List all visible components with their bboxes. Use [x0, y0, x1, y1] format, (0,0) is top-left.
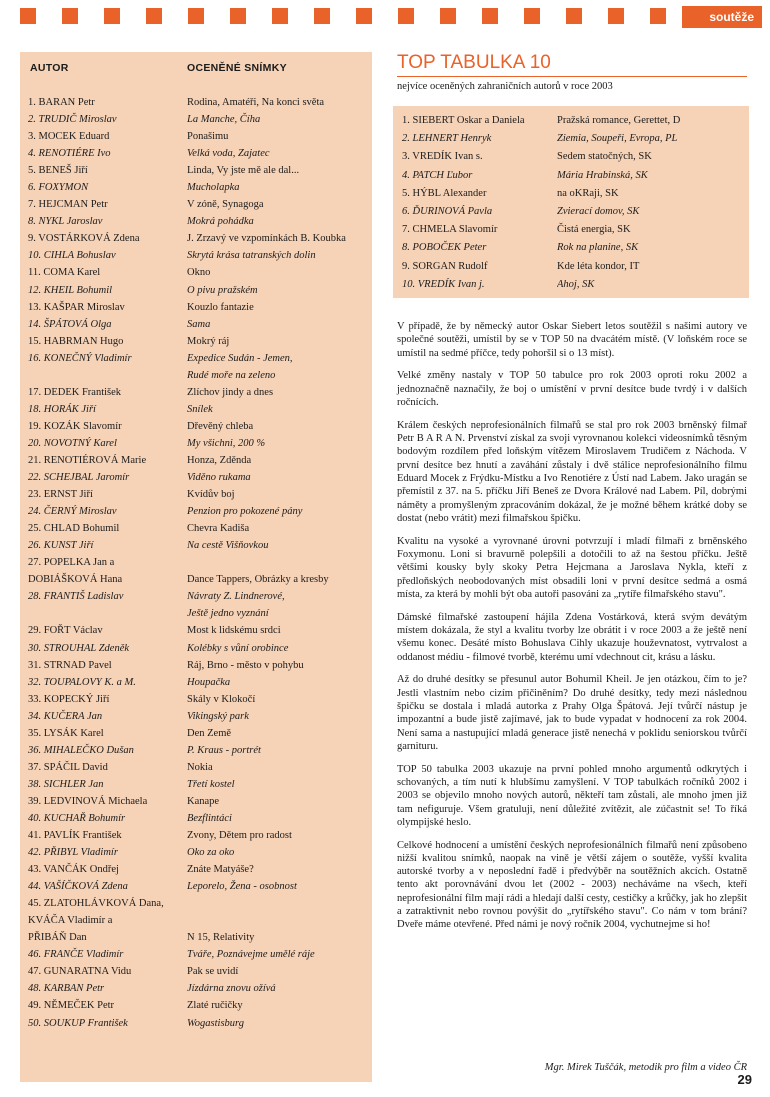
film-titles: Znáte Matyáše? [187, 864, 254, 876]
author-name: 1. SIEBERT Oskar a Daniela [402, 115, 525, 126]
table-row [28, 333, 368, 350]
author-name: 14. ŠPÁTOVÁ Olga [28, 318, 112, 330]
author-name: 30. STROUHAL Zdeněk [28, 642, 130, 654]
table-row [28, 179, 368, 196]
author-name: 48. KARBAN Petr [28, 983, 105, 995]
film-titles: Pražská romance, Gerettet, D [557, 115, 681, 126]
film-titles: Bezflintáci [187, 812, 232, 824]
author-name: 42. PŘIBYL Vladimír [28, 847, 118, 859]
film-titles: Ještě jedno vyznání [187, 608, 269, 620]
header-square [440, 8, 456, 24]
table-row [28, 384, 368, 401]
author-name: 24. ČERNÝ Miroslav [28, 506, 117, 518]
author-name: DOBIÁŠKOVÁ Hana [28, 574, 123, 586]
table-row [402, 258, 747, 276]
author-name: 3. VREDÍK Ivan s. [402, 151, 483, 163]
header-square [356, 8, 372, 24]
author-name: 11. COMA Karel [28, 267, 101, 279]
author-name: 16. KONEČNÝ Vladimír [28, 352, 132, 364]
table-row [28, 247, 368, 264]
film-titles: Mária Hrabinská, SK [557, 169, 648, 181]
header-square [272, 8, 288, 24]
table-row [402, 167, 747, 185]
author-name: 8. NYKL Jaroslav [28, 216, 103, 228]
author-name: 50. SOUKUP František [28, 1017, 128, 1029]
author-name: 6. ĎURINOVÁ Pavla [402, 205, 493, 217]
author-name: 29. FOŘT Václav [28, 625, 103, 637]
header-square [188, 8, 204, 24]
film-titles: P. Kraus - portrét [187, 744, 261, 756]
table-row [28, 94, 368, 111]
film-titles: La Manche, Číha [187, 114, 261, 126]
table-row [28, 929, 368, 946]
table-row [28, 622, 368, 639]
table-row [28, 640, 368, 657]
article-paragraph: Až do druhé desítky se přesunul autor Bohumil Kheil. Je jen otázkou, čím to je? Jestli vlastním nebo cizím přičiněním? Do druhé desítky, tedy mezi následnou špičku se dostala i mladá autorka z Prahy Olga Špátová. Její tvůrčí nástup je impozantní a bude jistě zajímavé, jak to bude vypadat v hodnocení za rok 2004. Není sama a nastupující mladá generace jistě nenechá v poklidu seniorskou tvůrčí garnituru. [397, 674, 747, 752]
author-name: 4. PATCH Ľubor [402, 169, 473, 181]
film-titles: Mokrý ráj [187, 335, 230, 347]
page-number: 29 [737, 1072, 752, 1087]
film-titles: Wogastisburg [187, 1017, 244, 1029]
article-paragraph: Dámské filmařské zastoupení hájila Zdena Vostárková, která svým devátým místem dokázala, že styl a kvalitu tvorby lze obrátit i v roce 2003 a že ještě není všemu konec. Desáté místo Bohuslava Cihly ukazuje houževnatost, vytrvalost a oddanost médiu - filmové tvorbě, kterému umí vdechnout cit, krásu a lásku. [397, 611, 747, 663]
table-row [28, 895, 368, 912]
film-titles: Kde léta kondor, IT [557, 260, 640, 272]
film-titles: Třetí kostel [187, 778, 235, 790]
table-row [28, 196, 368, 213]
film-titles: Vikingský park [187, 710, 249, 722]
film-titles: Den Země [187, 727, 232, 739]
film-titles: Návraty Z. Lindnerové, [187, 591, 285, 603]
table-row [28, 588, 368, 605]
table-row [402, 239, 747, 257]
author-name: 12. KHEIL Bohumil [28, 284, 113, 296]
table-row [28, 827, 368, 844]
author-name: 34. KUČERA Jan [28, 710, 103, 722]
film-titles: Rudé moře na zeleno [187, 369, 276, 381]
author-name: 35. LYSÁK Karel [28, 727, 104, 739]
film-titles: Ziemia, Soupeři, Evropa, PL [557, 133, 678, 145]
table-row [402, 185, 747, 203]
film-titles: Nokia [187, 761, 213, 773]
film-titles: Kvídův boj [187, 489, 235, 501]
film-titles: Jízdárna znovu ožívá [187, 983, 276, 995]
header-square [524, 8, 540, 24]
author-name: 39. LEDVINOVÁ Michaela [28, 795, 148, 807]
author-name: 2. LEHNERT Henryk [402, 133, 492, 145]
article-paragraph: Králem českých neprofesionálních filmařů se stal pro rok 2003 brněnský filmař Petr B A R A N. Prvenství získal za svoji vyrovnanou kolekci videosnímků těsným bodovým rozdílem před loňským vítězem Miroslavem Trudičem z Náchoda. V první desítce bez hnutí a zaváhání zůstaly i dvě stálice neprofesionálního filmu Eduard Mocek z Frýdku-Místku a Ivo Renotiére z Ústí nad Labem. Jako uragán se přemístil z 37. na 5. příčku Jiří Beneš ze Dvora Králové nad Labem. Píl, dobrými náměty a promyšleným zpracováním dokázal, že je možné během krátké doby se dostat (nebo vrátit) mezi filmařskou špičku. [397, 419, 747, 524]
author-name: 40. KUCHAŘ Bohumír [28, 812, 126, 824]
film-titles: Zlíchov jindy a dnes [187, 386, 274, 398]
author-name: 6. FOXYMON [28, 182, 89, 194]
column-header-films: OCENĚNÉ SNÍMKY [187, 62, 287, 74]
author-name: 9. VOSTÁRKOVÁ Zdena [28, 233, 140, 245]
film-titles: Dance Tappers, Obrázky a kresby [187, 574, 329, 586]
header-square [566, 8, 582, 24]
table-row [28, 776, 368, 793]
film-titles: Houpačka [187, 676, 231, 688]
film-titles: Kolébky s vůní orobince [187, 642, 289, 654]
table-row [28, 162, 368, 179]
author-name: 4. RENOTIÉRE Ivo [28, 148, 111, 160]
header-square [398, 8, 414, 24]
film-titles: My všichni, 200 % [187, 437, 266, 449]
film-titles: Zvony, Dětem pro radost [187, 830, 292, 842]
article-paragraph: TOP 50 tabulka 2003 ukazuje na první pohled mnoho argumentů odkrytých i schovaných, a tím nutí k hlubšímu zamyšlení. V TOP tabulkách ročníků 2002 i 2003 se objevilo mnoho nových autorů, někteří tam zůstali, ale mnoho jmen již tam nefiguruje. Všem gratuluji, není důležité zvítězit, ale zúčastnit se! To říká olympijské heslo. [397, 763, 747, 828]
author-name: 3. MOCEK Eduard [28, 131, 110, 143]
header-square [62, 8, 78, 24]
table-row [28, 264, 368, 281]
film-titles: Sedem statočných, SK [557, 151, 652, 163]
author-name: 17. DEDEK František [28, 386, 122, 398]
author-name: 49. NĚMEČEK Petr [28, 1000, 115, 1012]
table-row [28, 759, 368, 776]
film-titles: Tváře, Poznávejme umělé ráje [187, 949, 315, 961]
film-titles: Zvierací domov, SK [557, 205, 640, 217]
table-row [28, 963, 368, 980]
table-row [28, 980, 368, 997]
table-row [402, 276, 747, 294]
table-row [28, 316, 368, 333]
table-row [28, 691, 368, 708]
article-paragraph: Kvalitu na vysoké a vyrovnané úrovni potvrzují i mladí filmaři z brněnského Foxymonu. Loni si bravurně polepšili a dotočili to až na šestou příčku. Ještě většími kousky byly skoky Petra Hejcmana a Jaroslava Nykla, kteří z předloňských neobodovaných míst obsadili loni v první desítce sedmá a osmá místa, za která by mohli být oba autoři pasováni za „rytíře filmařského stavu". [397, 535, 747, 600]
table-row [28, 418, 368, 435]
author-name: 26. KUNST Jiří [28, 540, 94, 552]
table-row [28, 452, 368, 469]
table-row [28, 1015, 368, 1032]
table-row [28, 878, 368, 895]
article-paragraph: V případě, že by německý autor Oskar Siebert letos soutěžil s našimi autory ve společné soutěži, umístil by se v TOP 50 na dvacátém místě. (V loňském roce se umístil na sedmé příčce, tedy pohoršil si o 13 míst). [397, 321, 747, 359]
table-row [28, 435, 368, 452]
film-titles: Viděno rukama [187, 472, 251, 484]
author-name: 10. CIHLA Bohuslav [28, 250, 116, 262]
header-square [314, 8, 330, 24]
table-row [402, 130, 747, 148]
table-row [28, 674, 368, 691]
film-titles: Zlaté ručičky [187, 1000, 243, 1012]
table-row [28, 861, 368, 878]
film-titles: Penzion pro pokozené pány [187, 506, 303, 518]
author-name: 31. STRNAD Pavel [28, 659, 112, 671]
author-name: 38. SICHLER Jan [28, 778, 104, 790]
awards-list [28, 94, 368, 1032]
table-row [28, 946, 368, 963]
author-name: 5. BENEŠ Jiří [28, 165, 88, 177]
author-name: 36. MIHALEČKO Dušan [28, 744, 134, 756]
film-titles: Ponašimu [187, 131, 229, 143]
author-name: 5. HÝBL Alexander [402, 187, 487, 199]
article-paragraph: Celkové hodnocení a umístění českých neprofesionálních filmařů není způsobeno nižší kvalitou snímků, naopak na vině je větší zájem o soutěže, vyšší kvalita autorské tvorby a v neposlední řadě i předvýběr na soutěžních akcích. Ostatně tento akt porovnávání dvou let (2002 - 2003) necháváme na všech, kteří neprofesionální film mají rádi a hledají další cesty, cestičky a krůčky, jak ho zlepšit a zatraktivnit nebo rovnou povýšit do „rytířského stavu". Co nám v tom brání? Dveře máme otevřené. Před námi je nový ročník 2004, vychutnejme si ho! [397, 839, 747, 931]
header-square [650, 8, 666, 24]
table-row [28, 486, 368, 503]
film-titles: Linda, Vy jste mě ale dal... [187, 165, 300, 177]
table-row [28, 503, 368, 520]
film-titles: Na cestě Višňovkou [187, 540, 269, 552]
author-name: 7. HEJCMAN Petr [28, 199, 108, 211]
table-row [28, 350, 368, 367]
author-name: 47. GUNARATNA Vidu [28, 966, 132, 978]
author-name: 7. CHMELA Slavomír [402, 224, 498, 236]
author-name: 28. FRANTIŠ Ladislav [28, 591, 124, 603]
author-name: 13. KAŠPAR Miroslav [28, 301, 125, 313]
film-titles: Kouzlo fantazie [187, 301, 254, 313]
author-name: 43. VANČÁK Ondřej [28, 864, 119, 876]
film-titles: Mokrá pohádka [187, 216, 254, 228]
author-name: 45. ZLATOHLÁVKOVÁ Dana, [28, 898, 164, 910]
author-name: PŘIBÁŇ Dan [28, 932, 87, 944]
table-row [28, 230, 368, 247]
table-row [28, 213, 368, 230]
table-row [28, 469, 368, 486]
table-row [28, 810, 368, 827]
film-titles: V zóně, Synagoga [187, 199, 264, 211]
film-titles: Okno [187, 267, 211, 279]
author-name: 22. SCHEJBAL Jaromír [28, 472, 130, 484]
header-square [608, 8, 624, 24]
film-titles: J. Zrzavý ve vzpomínkách B. Koubka [187, 233, 346, 245]
author-name: 41. PAVLÍK František [28, 830, 122, 842]
film-titles: Sama [187, 318, 211, 330]
film-titles: Skrytá krása tatranských dolin [187, 250, 316, 262]
author-name: 21. RENOTIÉROVÁ Marie [28, 454, 147, 466]
film-titles: N 15, Relativity [187, 932, 255, 944]
header-square [146, 8, 162, 24]
table-row [28, 657, 368, 674]
author-name: 20. NOVOTNÝ Karel [28, 437, 117, 449]
table-row [402, 203, 747, 221]
author-name: 15. HABRMAN Hugo [28, 335, 124, 347]
section-label: soutěže [682, 6, 762, 28]
table-row [28, 537, 368, 554]
top-table-list [402, 112, 747, 294]
article-paragraph: Velké změny nastaly v TOP 50 tabulce pro rok 2003 oproti roku 2002 a jednoznačně naznačily, že boj o umístění v první desítce bude tvrdý i v dalších ročnících. [397, 370, 747, 408]
table-row [402, 112, 747, 130]
author-name: 33. KOPECKÝ Jiří [28, 693, 110, 705]
table-row [28, 128, 368, 145]
author-name: 1. BARAN Petr [28, 97, 95, 108]
column-header-author: AUTOR [30, 62, 69, 74]
author-name: 27. POPELKA Jan a [28, 557, 115, 569]
table-row [28, 145, 368, 162]
film-titles: Čistá energia, SK [557, 224, 631, 236]
table-row [28, 282, 368, 299]
table-row [28, 520, 368, 537]
film-titles: Snílek [187, 403, 213, 415]
author-name: 8. POBOČEK Peter [402, 242, 487, 254]
table-row [28, 912, 368, 929]
author-name: 10. VREDÍK Ivan j. [402, 278, 485, 290]
film-titles: Kanape [187, 795, 220, 807]
film-titles: Skály v Klokočí [187, 693, 256, 705]
film-titles: Most k lidskému srdci [187, 625, 281, 637]
title-rule [397, 76, 747, 77]
film-titles: na oKRaji, SK [557, 187, 619, 199]
author-name: 37. SPÁČIL David [28, 761, 108, 773]
author-name: 2. TRUDIČ Miroslav [28, 114, 117, 126]
table-row [28, 605, 368, 622]
table-row [28, 844, 368, 861]
film-titles: Rodina, Amatéři, Na konci světa [187, 97, 325, 108]
author-name: 9. SORGAN Rudolf [402, 260, 488, 272]
film-titles: Ráj, Brno - město v pohybu [187, 659, 304, 671]
header-square [104, 8, 120, 24]
decorative-header-bar [0, 0, 770, 30]
top-table-title: TOP TABULKA 10 [397, 52, 551, 73]
film-titles: Velká voda, Zajatec [187, 148, 270, 160]
author-name: 25. CHLAD Bohumil [28, 523, 120, 535]
film-titles: Rok na planine, SK [557, 242, 639, 254]
film-titles: Pak se uvidí [187, 966, 239, 978]
film-titles: Oko za oko [187, 847, 235, 859]
film-titles: O pivu pražském [187, 284, 258, 296]
film-titles: Honza, Zděnda [187, 454, 252, 466]
table-row [28, 554, 368, 571]
author-name: 19. KOZÁK Slavomír [28, 420, 122, 432]
film-titles: Mucholapka [187, 182, 240, 194]
table-row [28, 793, 368, 810]
header-square [20, 8, 36, 24]
author-name: 23. ERNST Jiří [28, 489, 93, 501]
top-table-subtitle: nejvíce oceněných zahraničních autorů v roce 2003 [397, 81, 613, 92]
table-row [28, 571, 368, 588]
author-name: 46. FRANČE Vladimír [28, 949, 124, 961]
film-titles: Dřevěný chleba [187, 420, 254, 432]
author-name: 18. HORÁK Jiří [28, 403, 96, 415]
author-name: 32. TOUPALOVY K. a M. [28, 676, 136, 688]
table-row [402, 221, 747, 239]
table-row [28, 725, 368, 742]
table-row [402, 148, 747, 166]
article-body [397, 320, 747, 941]
film-titles: Ahoj, SK [557, 278, 595, 290]
table-row [28, 401, 368, 418]
author-name: KVÁČA Vladimír a [28, 915, 113, 927]
author-name: 44. VAŠÍČKOVÁ Zdena [28, 881, 128, 893]
film-titles: Expedice Sudán - Jemen, [187, 352, 293, 364]
film-titles: Chevra Kadiša [187, 523, 250, 535]
table-row [28, 997, 368, 1014]
table-row [28, 367, 368, 384]
article-signature: Mgr. Mirek Tuščák, metodik pro film a video ČR [544, 1062, 747, 1073]
table-row [28, 111, 368, 128]
table-row [28, 299, 368, 316]
table-row [28, 742, 368, 759]
film-titles: Leporelo, Žena - osobnost [187, 881, 297, 893]
header-square [230, 8, 246, 24]
header-square [482, 8, 498, 24]
table-row [28, 708, 368, 725]
